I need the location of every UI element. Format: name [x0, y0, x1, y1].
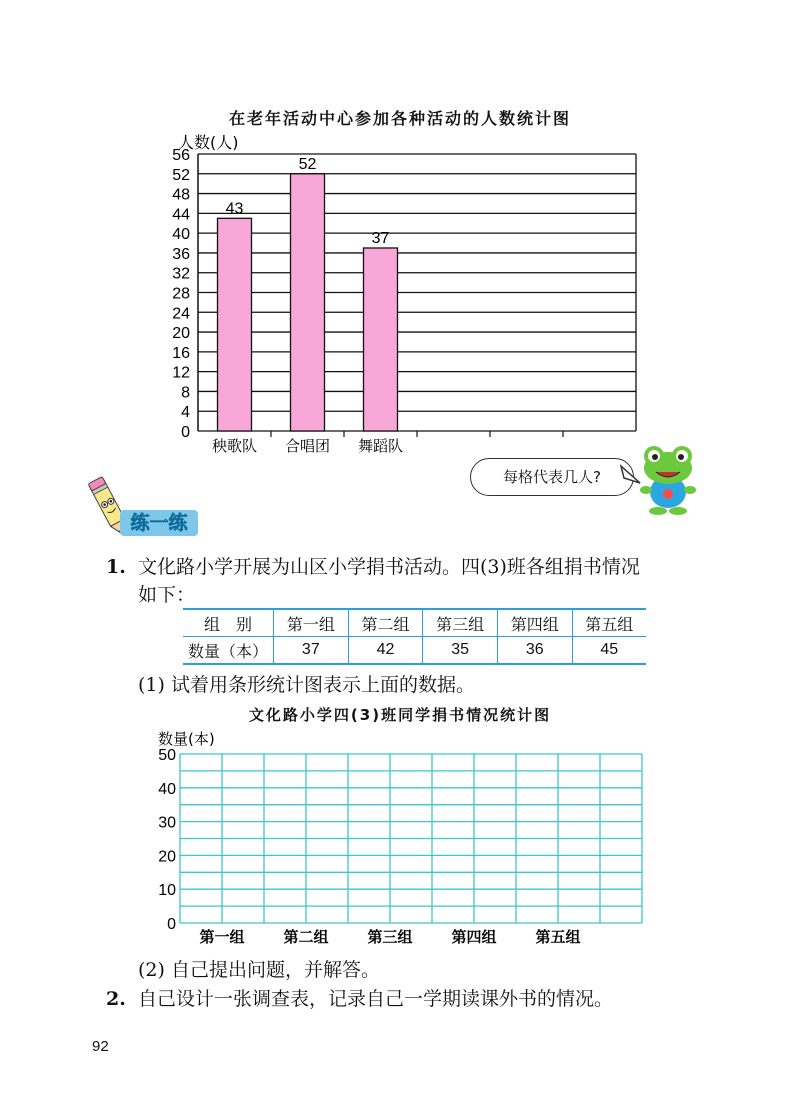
problem1-number: 1. — [106, 556, 126, 578]
x-tick-label: 第二组 — [283, 928, 329, 946]
bar — [291, 174, 325, 431]
table-cell: 组 别 — [183, 609, 274, 637]
table-cell: 45 — [572, 637, 646, 665]
y-axis-label: 人数(人) — [178, 133, 239, 152]
y-tick-label: 48 — [172, 186, 190, 204]
x-tick-label: 第五组 — [535, 928, 581, 946]
chart1-title: 在老年活动中心参加各种活动的人数统计图 — [228, 109, 571, 128]
data-label: 37 — [371, 229, 390, 247]
y-tick-label: 12 — [172, 364, 190, 382]
x-tick-label: 第三组 — [367, 928, 413, 946]
y-tick-label: 20 — [158, 848, 176, 866]
y-tick-label: 52 — [172, 166, 190, 184]
y-tick-label: 50 — [158, 747, 176, 764]
y-tick-label: 0 — [181, 424, 190, 441]
problem1-sub2: (2) 自己提出问题，并解答。 — [138, 959, 380, 981]
table-cell: 第一组 — [274, 609, 349, 637]
problem2-number: 2. — [106, 988, 126, 1010]
table-cell: 第四组 — [497, 609, 572, 637]
page-number: 92 — [92, 1038, 109, 1055]
data-label: 52 — [298, 155, 317, 173]
y-tick-label: 32 — [172, 265, 190, 283]
table-cell: 第三组 — [423, 609, 498, 637]
y-axis-label: 数量(本) — [158, 730, 215, 748]
frog-mascot-icon — [632, 444, 704, 518]
x-tick-label: 第一组 — [199, 928, 245, 946]
problem2-text: 自己设计一张调查表，记录自己一学期读课外书的情况。 — [138, 988, 614, 1010]
y-tick-label: 10 — [158, 882, 176, 900]
x-tick-label: 舞蹈队 — [357, 437, 404, 455]
chart1-svg — [150, 130, 650, 460]
x-tick-label: 第四组 — [451, 928, 497, 946]
y-tick-label: 44 — [172, 206, 190, 224]
y-tick-label: 40 — [172, 226, 190, 244]
speech-bubble: 每格代表几人? — [470, 458, 634, 496]
bar — [364, 248, 398, 431]
problem1-sub1: (1) 试着用条形统计图表示上面的数据。 — [138, 674, 475, 696]
data-label: 43 — [225, 200, 244, 218]
table-cell: 42 — [348, 637, 423, 665]
bar — [218, 218, 252, 431]
x-tick-label: 合唱团 — [284, 437, 331, 455]
y-tick-label: 30 — [158, 814, 176, 832]
y-tick-label: 8 — [181, 384, 190, 402]
donation-table — [183, 608, 646, 665]
table-cell: 第二组 — [348, 609, 423, 637]
y-tick-label: 20 — [172, 325, 190, 343]
y-tick-label: 0 — [167, 916, 176, 933]
table-row — [183, 637, 646, 665]
problem1-text-line1: 文化路小学开展为山区小学捐书活动。四(3)班各组捐书情况 — [138, 556, 640, 578]
y-tick-label: 28 — [172, 285, 190, 303]
y-tick-label: 16 — [172, 344, 190, 362]
y-tick-label: 4 — [181, 404, 190, 422]
y-tick-label: 24 — [172, 305, 190, 323]
section-title: 练一练 — [120, 510, 198, 536]
problem1-text-line2: 如下： — [138, 584, 196, 606]
y-tick-label: 56 — [172, 147, 190, 164]
table-cell: 数量（本） — [183, 637, 274, 665]
y-tick-label: 36 — [172, 245, 190, 263]
y-tick-label: 40 — [158, 780, 176, 798]
table-cell: 35 — [423, 637, 498, 665]
table-header-row — [183, 609, 646, 637]
table-cell: 36 — [497, 637, 572, 665]
chart2-svg — [150, 726, 650, 948]
table-cell: 37 — [274, 637, 349, 665]
table-cell: 第五组 — [572, 609, 646, 637]
x-tick-label: 秧歌队 — [211, 437, 258, 455]
chart2-title: 文化路小学四(3)班同学捐书情况统计图 — [248, 706, 552, 724]
